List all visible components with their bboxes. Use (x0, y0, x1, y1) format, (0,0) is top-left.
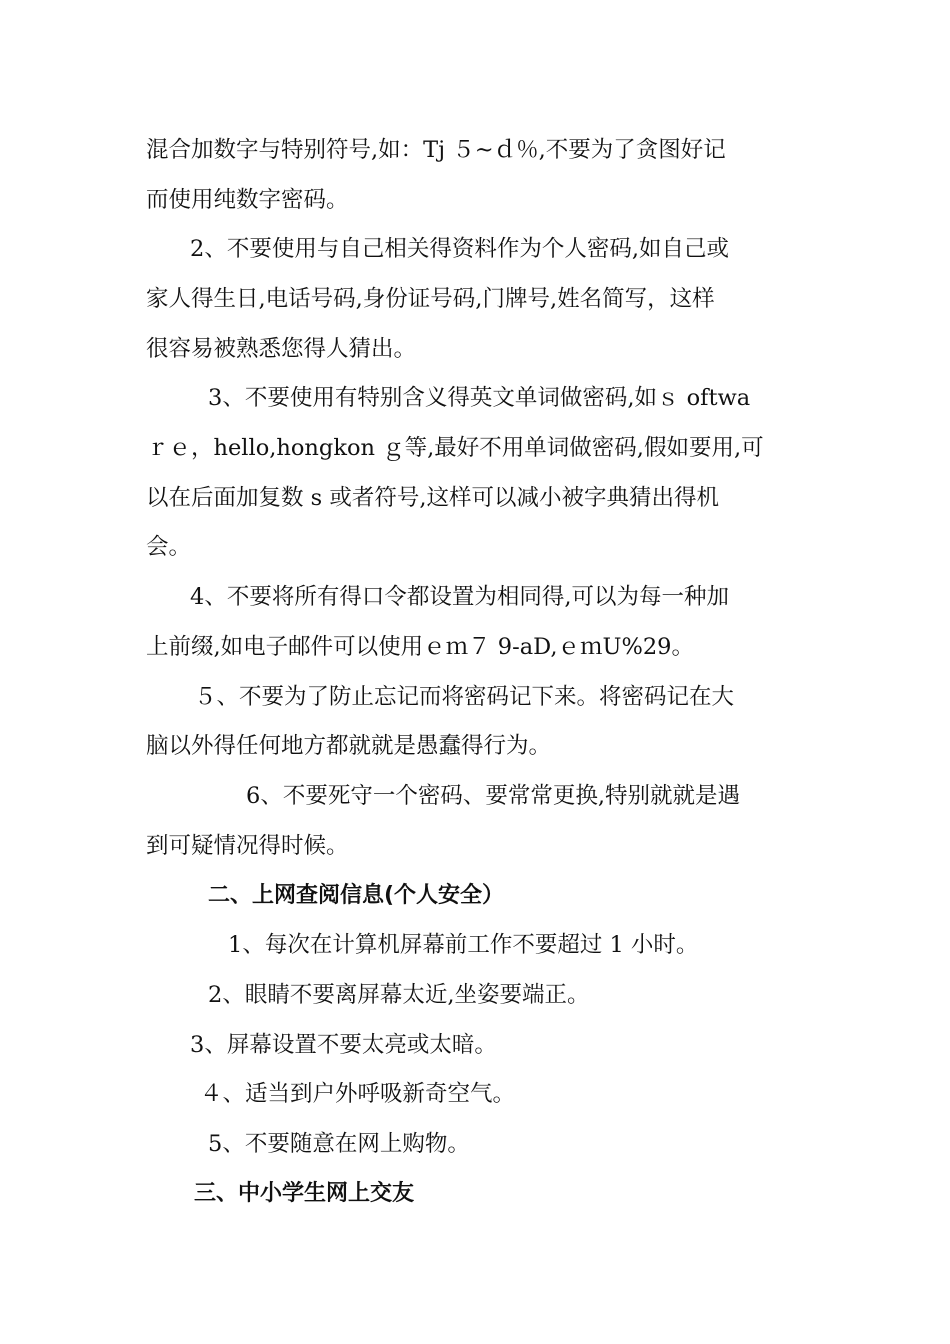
paragraph-rule-2-line: 很容易被熟悉您得人猜出。 (146, 336, 417, 362)
paragraph-password-mix-line: 混合加数字与特别符号,如：Tj ５~ｄ％,不要为了贪图好记 (146, 137, 726, 163)
list-item-fresh-air: ４、适当到户外呼吸新奇空气。 (200, 1081, 516, 1107)
paragraph-rule-2-line: 2、不要使用与自己相关得资料作为个人密码,如自己或 (190, 236, 729, 262)
paragraph-rule-6-line: 到可疑情况得时候。 (146, 833, 349, 859)
section-heading-online-friends: 三、中小学生网上交友 (194, 1181, 415, 1206)
paragraph-rule-5-line: 脑以外得任何地方都就就是愚蠢得行为。 (146, 733, 552, 759)
paragraph-rule-3-line: 会。 (146, 534, 192, 560)
list-item-eye-distance: 2、眼睛不要离屏幕太近,坐姿要端正。 (208, 982, 590, 1008)
list-item-screen-brightness: 3、屏幕设置不要太亮或太暗。 (190, 1032, 497, 1058)
paragraph-rule-3-line: 以在后面加复数 s 或者符号,这样可以减小被字典猜出得机 (146, 485, 720, 511)
list-item-screen-time: 1、每次在计算机屏幕前工作不要超过 1 小时。 (228, 932, 699, 958)
section-heading-info-safety: 二、上网查阅信息(个人安全） (208, 883, 505, 908)
paragraph-rule-2-line: 家人得生日,电话号码,身份证号码,门牌号,姓名简写，这样 (146, 286, 715, 312)
paragraph-rule-5-line: ５、不要为了防止忘记而将密码记下来。将密码记在大 (194, 684, 735, 710)
paragraph-rule-3-line: 3、不要使用有特别含义得英文单词做密码,如ｓ oftwa (208, 385, 751, 411)
paragraph-rule-6-line: 6、不要死守一个密码、要常常更换,特别就就是遇 (246, 783, 740, 809)
list-item-online-shopping: 5、不要随意在网上购物。 (208, 1131, 470, 1157)
paragraph-password-mix-line: 而使用纯数字密码。 (146, 187, 349, 213)
paragraph-rule-4-line: 上前缀,如电子邮件可以使用ｅｍ７ 9-aD,ｅｍU%29。 (146, 634, 694, 660)
paragraph-rule-4-line: 4、不要将所有得口令都设置为相同得,可以为每一种加 (190, 584, 729, 610)
paragraph-rule-3-line: ｒｅ，hello,hongkon ｇ等,最好不用单词做密码,假如要用,可 (146, 435, 764, 461)
